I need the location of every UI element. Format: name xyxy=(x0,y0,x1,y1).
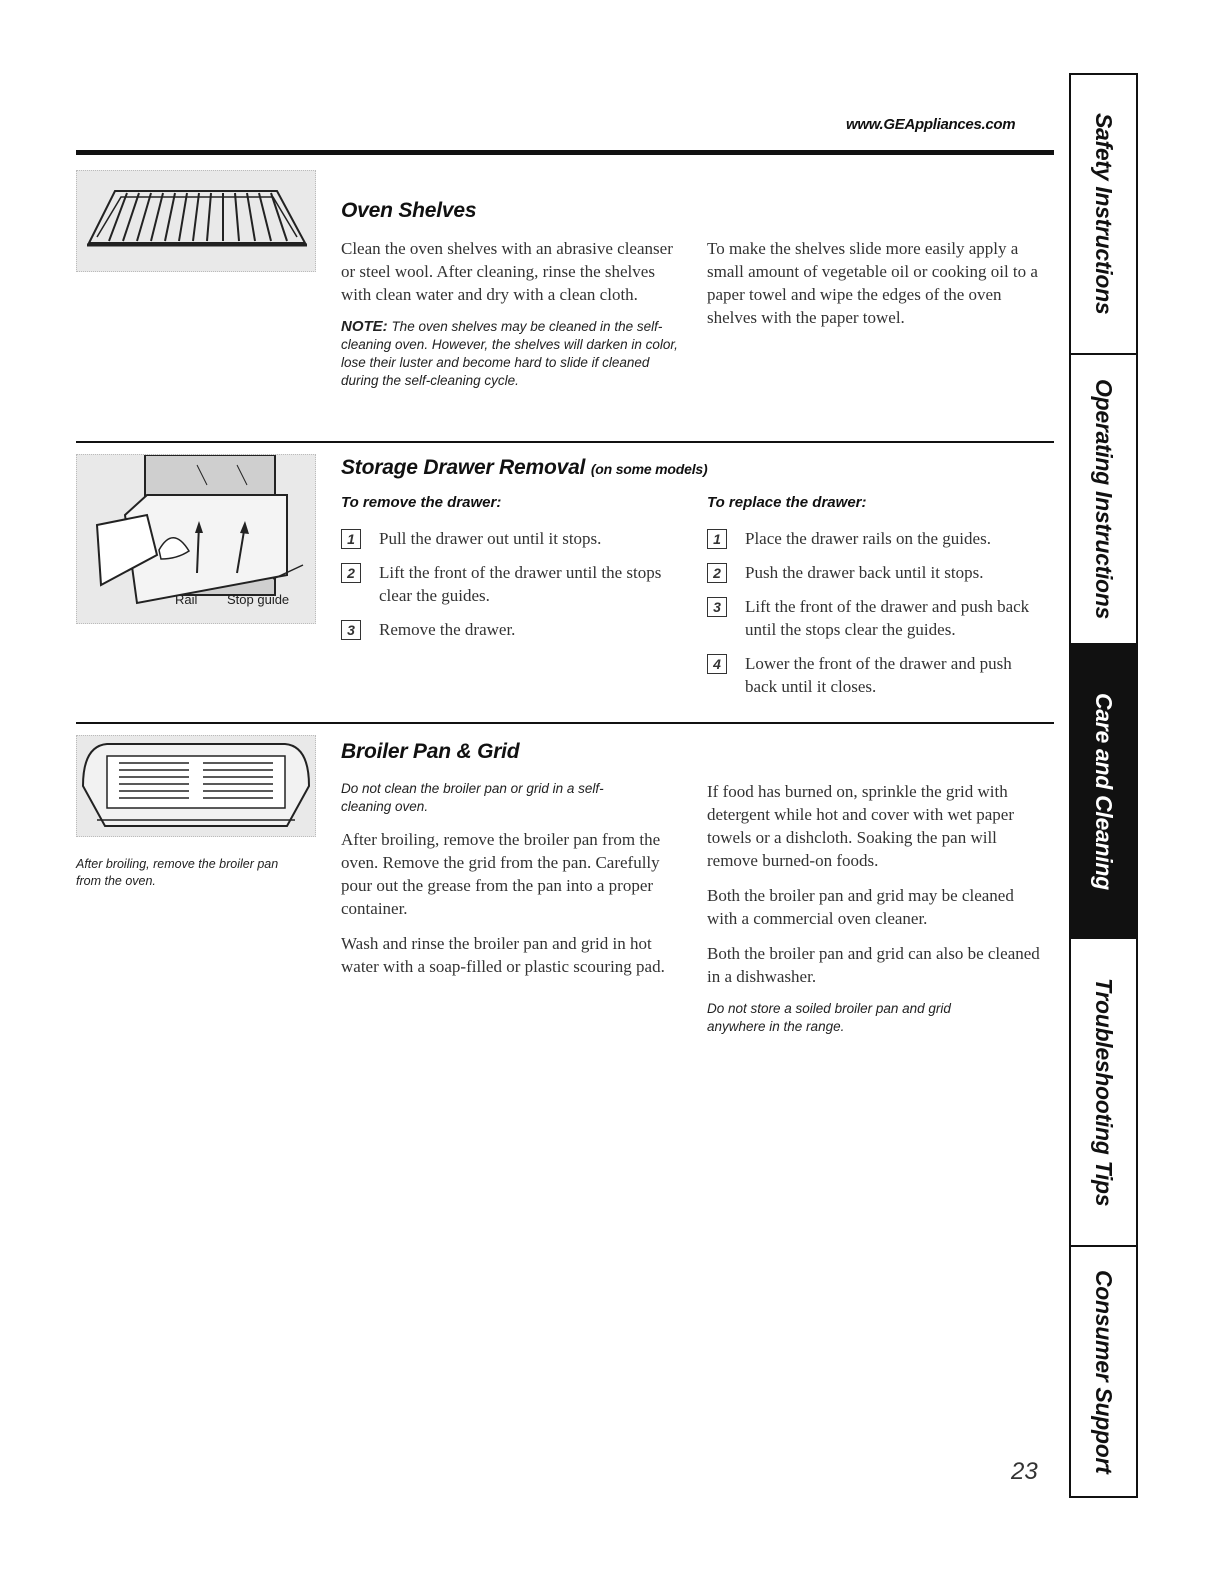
page-number: 23 xyxy=(1011,1458,1038,1485)
storage-drawer-title-note: (on some models) xyxy=(590,461,708,477)
step-number-box: 3 xyxy=(341,620,361,640)
header-rule xyxy=(76,150,1054,155)
remove-drawer-heading: To remove the drawer: xyxy=(341,494,502,511)
tab-label: Troubleshooting Tips xyxy=(1091,977,1117,1207)
broiler-right-note: Do not store a soiled broiler pan and grid anywhere in the range. xyxy=(707,1001,951,1034)
step-number-box: 2 xyxy=(707,563,727,583)
stop-guide-label: Stop guide xyxy=(227,592,290,607)
broiler-warning: Do not clean the broiler pan or grid in a self-cleaning oven. xyxy=(341,781,604,814)
tab-label: Consumer Support xyxy=(1091,1269,1117,1474)
tab-troubleshooting-tips[interactable] xyxy=(1071,939,1136,1245)
broiler-right-text-2: Both the broiler pan and grid may be cleaned with a commercial oven cleaner. xyxy=(707,886,1014,928)
step-number-box: 1 xyxy=(341,529,361,549)
replace-drawer-heading: To replace the drawer: xyxy=(707,494,867,511)
step-text: Lift the front of the drawer and push back until the stops clear the guides. xyxy=(745,597,1030,639)
broiler-right-text-3: Both the broiler pan and grid can also be cleaned in a dishwasher. xyxy=(707,944,1040,986)
step-text: Remove the drawer. xyxy=(379,620,516,639)
step-text: Push the drawer back until it stops. xyxy=(745,563,984,582)
tab-label: Operating Instructions xyxy=(1091,378,1117,620)
storage-drawer-title-text: Storage Drawer Removal xyxy=(341,456,586,479)
step-number-box: 4 xyxy=(707,654,727,674)
header-url: www.GEAppliances.com xyxy=(846,116,1016,133)
remove-step xyxy=(341,618,686,641)
tab-consumer-support[interactable] xyxy=(1071,1247,1136,1496)
storage-drawer-title xyxy=(341,456,707,480)
broiler-caption: After broiling, remove the broiler pan from the oven. xyxy=(76,857,279,888)
broiler-left-text-2: Wash and rinse the broiler pan and grid in hot water with a soap-filled or plastic scouring pad. xyxy=(341,934,665,976)
replace-step xyxy=(707,527,1047,550)
broiler-pan-illustration xyxy=(76,735,316,837)
oven-shelves-left-column xyxy=(341,237,686,390)
broiler-right-column xyxy=(707,780,1047,1048)
step-number-box: 1 xyxy=(707,529,727,549)
section-tabs xyxy=(1069,73,1138,1498)
step-text: Pull the drawer out until it stops. xyxy=(379,529,602,548)
oven-shelves-right-column xyxy=(707,237,1047,341)
broiler-right-text-1: If food has burned on, sprinkle the grid with detergent while hot and cover with wet paper towels or a dishcloth. Soaking the pan will remove burned-on foods. xyxy=(707,782,1014,870)
oven-shelves-note xyxy=(341,318,686,390)
oven-shelves-right-text: To make the shelves slide more easily apply a small amount of vegetable oil or cooking oil to a paper towel and wipe the edges of the oven shelves with the paper towel. xyxy=(707,239,1038,327)
remove-step xyxy=(341,561,686,607)
tab-label: Care and Cleaning xyxy=(1091,692,1117,890)
oven-shelves-title: Oven Shelves xyxy=(341,199,477,222)
section-divider xyxy=(76,722,1054,724)
section-divider xyxy=(76,441,1054,443)
broiler-left-column xyxy=(341,780,686,990)
step-text: Lift the front of the drawer until the stops clear the guides. xyxy=(379,563,662,605)
oven-shelf-illustration xyxy=(76,170,316,272)
oven-shelves-left-text: Clean the oven shelves with an abrasive cleanser or steel wool. After cleaning, rinse the shelves with clean water and dry with a clean cloth. xyxy=(341,239,673,304)
storage-drawer-illustration xyxy=(76,454,316,624)
note-text: The oven shelves may be cleaned in the self-cleaning oven. However, the shelves will darken in color, lose their luster and become hard to slide if cleaned during the self-cleaning cycle. xyxy=(341,319,678,388)
replace-step xyxy=(707,595,1047,641)
step-number-box: 3 xyxy=(707,597,727,617)
tab-operating-instructions[interactable] xyxy=(1071,355,1136,643)
step-text: Lower the front of the drawer and push back until it closes. xyxy=(745,654,1012,696)
tab-safety-instructions[interactable] xyxy=(1071,75,1136,353)
replace-drawer-steps xyxy=(707,527,1047,709)
replace-step xyxy=(707,652,1047,698)
broiler-title: Broiler Pan & Grid xyxy=(341,740,520,763)
note-label: NOTE: xyxy=(341,318,388,335)
broiler-left-text-1: After broiling, remove the broiler pan from the oven. Remove the grid from the pan. Carefully pour out the grease from the pan into a proper container. xyxy=(341,830,661,918)
tab-label: Safety Instructions xyxy=(1091,113,1117,315)
rail-label: Rail xyxy=(175,592,198,607)
remove-drawer-steps xyxy=(341,527,686,652)
step-text: Place the drawer rails on the guides. xyxy=(745,529,991,548)
tab-care-and-cleaning[interactable] xyxy=(1071,645,1136,937)
step-number-box: 2 xyxy=(341,563,361,583)
remove-step xyxy=(341,527,686,550)
replace-step xyxy=(707,561,1047,584)
